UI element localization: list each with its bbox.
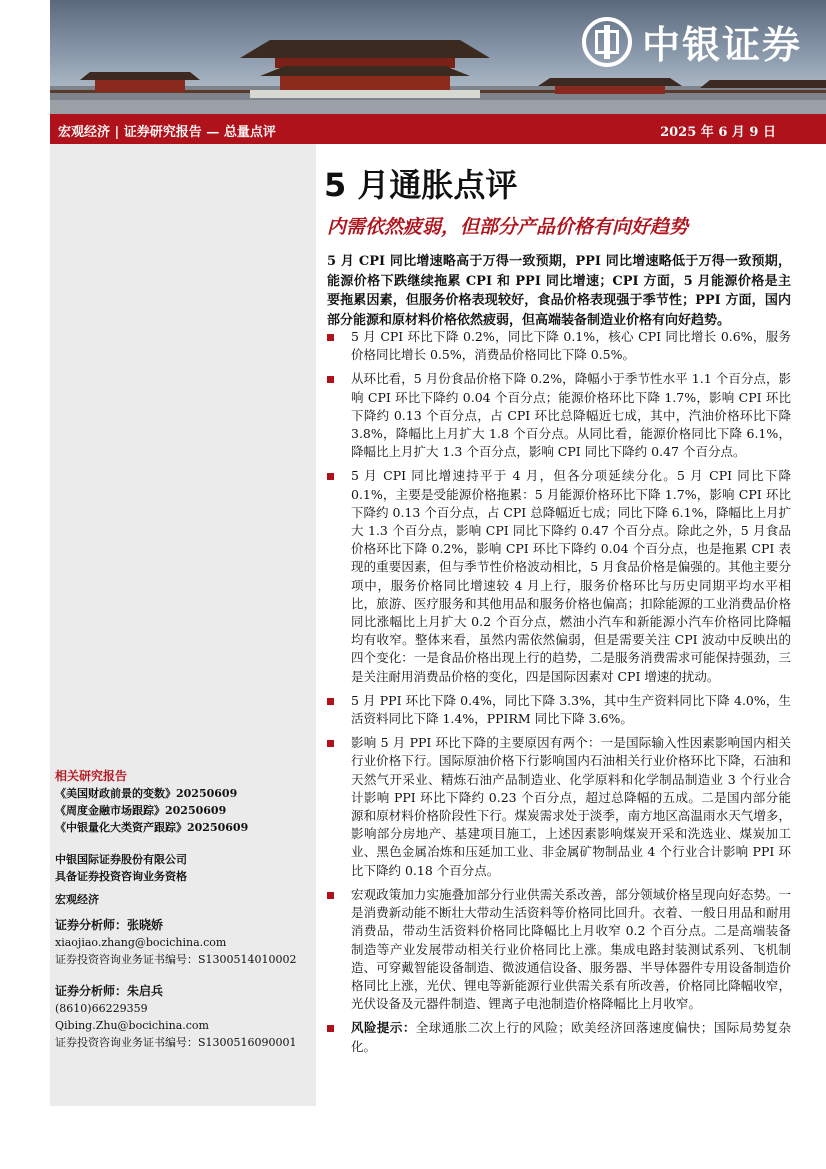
risk-label: 风险提示： — [351, 1020, 416, 1036]
related-item[interactable]: 《美国财政前景的变数》20250609 — [55, 787, 238, 800]
analyst-name: 证券分析师：张晓娇 — [55, 918, 164, 932]
related-title: 相关研究报告 — [55, 769, 128, 783]
bullet-square-icon — [327, 1025, 334, 1032]
breadcrumb: 宏观经济 | 证券研究报告 — 总量点评 — [58, 125, 276, 140]
analyst-1 — [55, 917, 297, 968]
list-item: 5 月 CPI 同比增速持平于 4 月，但各分项延续分化。5 月 CPI 同比下降 0.1%，主要是受能源价格拖累：5 月能源价格环比下降 1.7%，影响 CPI 环比下降约 0.13 个百分点，占 CPI 总降幅近七成；同比下降 6.1%，降幅比上月扩大 1.3 个百分点，影响 CPI 同比下降约 0.47 个百分点。除此之外，5 月食品价格环比下降 0.2%，影响 CPI 环比下降约 0.04 个百分点，也是拖累 CPI 表现的重要因素，但与季节性价格波动相比，5 月食品价格是偏强的。其他主要分项中，服务价格同比增速较 4 月上行，服务价格环比与历史同期平均水平相比，旅游、医疗服务和其他用品和服务价格也偏高；扣除能源的工业消费品价格同比涨幅比上月扩大 0.2 个百分点，燃油小汽车和新能源小汽车价格同比降幅均有收窄。整体来看，虽然内需依然偏弱，但是需要关注 CPI 波动中反映出的四个变化：一是食品价格出现上行的趋势，二是服务消费需求可能保持强劲，三是关注耐用消费品价格的变化，四是国际因素对 CPI 增速的扰动。 — [327, 467, 791, 685]
bullet-square-icon — [327, 376, 334, 383]
company-logo — [582, 14, 802, 69]
sector-label: 宏观经济 — [55, 893, 99, 906]
bullet-list — [327, 328, 791, 1062]
boc-logo-icon — [582, 17, 632, 67]
analyst-email[interactable]: Qibing.Zhu@bocichina.com — [55, 1019, 209, 1032]
analyst-phone: (8610)66229359 — [55, 1002, 148, 1015]
list-item: 5 月 PPI 环比下降 0.4%，同比下降 3.3%，其中生产资料同比下降 4.0%，生活资料同比下降 1.4%，PPIRM 同比下降 3.6%。 — [327, 692, 791, 728]
list-item: 5 月 CPI 环比下降 0.2%，同比下降 0.1%，核心 CPI 同比增长 0.6%，服务价格同比增长 0.5%，消费品价格同比下降 0.5%。 — [327, 328, 791, 364]
bullet-square-icon — [327, 698, 334, 705]
bullet-square-icon — [327, 740, 334, 747]
related-item[interactable]: 《中银量化大类资产跟踪》20250609 — [55, 821, 249, 834]
analyst-name: 证券分析师：朱启兵 — [55, 984, 164, 998]
report-date: 2025 年 6 月 9 日 — [660, 125, 776, 140]
logo-text: 中银证券 — [641, 23, 802, 67]
risk-text: 全球通胀二次上行的风险；欧美经济回落速度偏快；国际局势复杂化。 — [351, 1020, 791, 1054]
related-reports — [55, 768, 248, 836]
header-bar — [50, 114, 826, 144]
bullet-square-icon — [327, 334, 334, 341]
company-name: 中银国际证券股份有限公司 — [55, 853, 187, 866]
header-banner — [50, 0, 826, 114]
page-title: 5 月通胀点评 — [324, 166, 518, 204]
list-item: 影响 5 月 PPI 环比下降的主要原因有两个：一是国际输入性因素影响国内相关行业价格下行。国际原油价格下行影响国内石油相关行业价格环比下降，石油和天然气开采业、精炼石油产品制造业、化学原料和化学制品制造业 3 个行业合计影响 PPI 环比下降约 0.23 个百分点，超过总降幅的五成。二是国内部分能源和原材料价格阶段性下行。煤炭需求处于淡季，南方地区高温雨水天气增多，影响部分房地产、基建项目施工，上述因素影响煤炭开采和洗选业、煤炭加工业、黑色金属冶炼和压延加工业、非金属矿物制品业 4 个行业合计影响 PPI 环比下降约 0.18 个百分点。 — [327, 734, 791, 880]
summary-paragraph: 5 月 CPI 同比增速略高于万得一致预期，PPI 同比增速略低于万得一致预期，能源价格下跌继续拖累 CPI 和 PPI 同比增速；CPI 方面，5 月能源价格是主要拖累因素，但服务价格表现较好，食品价格表现强于季节性；PPI 方面，国内部分能源和原材料价格依然疲弱，但高端装备制造业价格有向好趋势。 — [327, 254, 791, 328]
company-qualification: 具备证券投资咨询业务资格 — [55, 870, 187, 883]
list-item: 宏观政策加力实施叠加部分行业供需关系改善，部分领域价格呈现向好态势。一是消费新动能不断壮大带动生活资料等价格同比回升。衣着、一般日用品和耐用消费品，带动生活资料价格同比降幅比上月收窄 0.2 个百分点。二是高端装备制造等产业发展带动相关行业价格同比上涨。集成电路封装测试系列、飞机制造、可穿戴智能设备制造、微波通信设备、服务器、半导体器件专用设备制造价格同比上涨，光伏、锂电等新能源行业供需关系有所改善，价格同比降幅收窄，光伏设备及元器件制造、锂离子电池制造价格降幅比上月收窄。 — [327, 886, 791, 1013]
analyst-cert: 证券投资咨询业务证书编号：S1300516090001 — [55, 1036, 297, 1049]
analyst-email[interactable]: xiaojiao.zhang@bocichina.com — [55, 936, 227, 949]
risk-item — [327, 1019, 791, 1055]
bullet-square-icon — [327, 892, 334, 899]
company-info — [55, 851, 187, 908]
related-item[interactable]: 《周度金融市场跟踪》20250609 — [55, 804, 227, 817]
page-subtitle: 内需依然疲弱，但部分产品价格有向好趋势 — [327, 216, 689, 238]
bullet-square-icon — [327, 473, 334, 480]
list-item: 从环比看，5 月份食品价格下降 0.2%，降幅小于季节性水平 1.1 个百分点，影响 CPI 环比下降约 0.04 个百分点；能源价格环比下降 1.7%，影响 CPI 环比下降约 0.13 个百分点，占 CPI 环比总降幅近七成，其中，汽油价格环比下降 3.8%，降幅比上月扩大 1.8 个百分点。从同比看，能源价格同比下降 6.1%，降幅比上月扩大 1.3 个百分点，影响 CPI 同比下降约 0.47 个百分点。 — [327, 370, 791, 461]
analyst-2 — [55, 983, 297, 1051]
analyst-cert: 证券投资咨询业务证书编号：S1300514010002 — [55, 953, 297, 966]
